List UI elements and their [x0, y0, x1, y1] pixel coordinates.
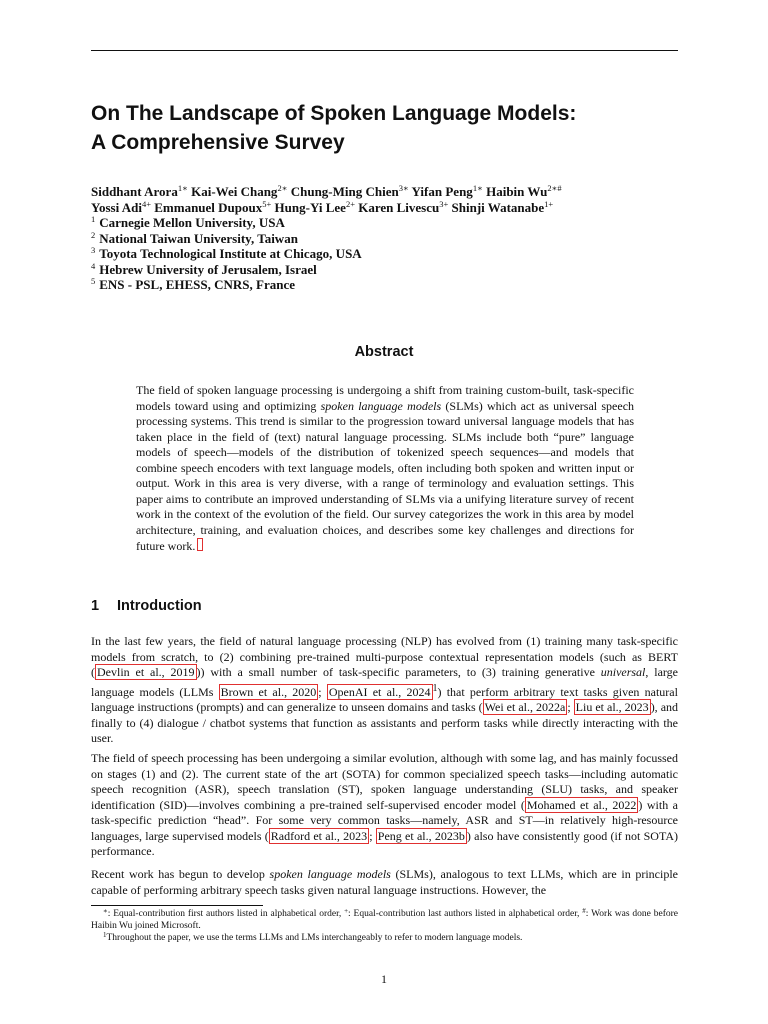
citation-link[interactable]: Liu et al., 2023	[575, 700, 649, 714]
title-line: On The Landscape of Spoken Language Models:	[91, 102, 577, 125]
citation-link[interactable]: Brown et al., 2020	[220, 684, 317, 699]
page-number: 1	[381, 972, 387, 986]
emphasis-text: spoken language models	[269, 867, 391, 881]
section-number: 1	[91, 598, 100, 614]
text-run: ;	[567, 700, 574, 714]
superscript-mark: ∗	[103, 907, 108, 915]
footnote	[91, 908, 678, 932]
author	[486, 184, 562, 199]
author-affiliation-mark: 1∗	[177, 183, 188, 193]
author-name: Emmanuel Dupoux	[154, 199, 263, 215]
author-affiliation-mark: 3+	[439, 198, 449, 209]
text-run: ) also have consistently good (if not SOTA) performance.	[91, 828, 678, 858]
superscript-mark: #	[582, 907, 586, 915]
section-title: Introduction	[117, 598, 202, 614]
title-line: A Comprehensive Survey	[91, 131, 345, 154]
citation-link[interactable]: Devlin et al., 2019	[97, 665, 195, 679]
section-heading-introduction	[91, 598, 202, 614]
affiliation	[91, 277, 691, 293]
text-run: (SLMs) which act as universal speech processing systems. This trend is similar to the progression toward universal language models that has taken place in the field of (text) natural language processing. SLMs include both “pure” language models of speech—models of the distribution of tokenized speech sequences—and models that combine speech encoders with text language models, often including both spoken and written input or output. Work in this area is very diverse, with a range of terminology and evaluation settings. This paper aims to contribute an improved understanding of SLMs via a unifying literature survey of recent work in the context of the evolution of the field. Our survey categorizes the work in this area by model architecture, training, and evaluation choices, and describes some key challenges and directions for future work.	[136, 398, 635, 553]
author-block	[91, 184, 691, 293]
author-name: Yifan Peng	[411, 184, 473, 199]
footnote-marker-link[interactable]	[197, 538, 203, 551]
abstract-body	[136, 383, 634, 555]
author	[358, 200, 448, 215]
author	[452, 200, 554, 215]
text-run: : Equal-contribution last authors listed in alphabetical order,	[348, 909, 583, 919]
text-run: In the last few years, the field of natural language processing (NLP) has evolved from (1) training many task-specific models from scratch, to (2) combining pre-trained multi-purpose contextual representation models (such as BERT (	[91, 634, 678, 679]
emphasis-text: spoken language models	[320, 398, 442, 413]
author-name: Haibin Wu	[486, 184, 548, 199]
footnotes	[91, 908, 678, 944]
citation-link[interactable]: Mohamed et al., 2022	[526, 797, 637, 812]
author-affiliation-mark: 3∗	[398, 183, 409, 193]
author-affiliation-mark: 2∗	[277, 183, 288, 193]
top-rule	[91, 50, 678, 51]
emphasis-text: universal	[600, 665, 646, 679]
affiliation-list	[91, 215, 691, 293]
affiliation	[91, 215, 691, 231]
author-affiliation-mark: 2+	[345, 198, 355, 209]
affiliation-number: 4	[91, 260, 96, 271]
author	[412, 184, 483, 199]
text-run: Throughout the paper, we use the terms LLMs and LMs interchangeably to refer to modern language models.	[106, 933, 523, 943]
citation-link[interactable]: OpenAI et al., 2024	[328, 684, 431, 699]
citation-link[interactable]: Peng et al., 2023b	[377, 828, 465, 843]
text-run: ;	[318, 684, 327, 699]
author-row	[91, 200, 691, 216]
author	[291, 184, 409, 199]
affiliation-name: Hebrew University of Jerusalem, Israel	[99, 261, 317, 277]
text-run: ;	[369, 828, 376, 843]
affiliation-name: Toyota Technological Institute at Chicago, USA	[99, 246, 362, 261]
author	[191, 184, 287, 199]
author-row	[91, 184, 691, 200]
author-name: Chung-Ming Chien	[290, 184, 399, 199]
superscript-mark: 1	[103, 931, 107, 939]
abstract-heading: Abstract	[354, 344, 414, 360]
author-affiliation-mark: 1∗	[472, 183, 483, 193]
text-run: (SLMs), analogous to text LLMs, which are in principle capable of performing arbitrary speech tasks given natural language instructions. However, the	[91, 867, 679, 897]
author-affiliation-mark: 2∗#	[547, 183, 562, 193]
text-run: The field of spoken language processing is undergoing a shift from training custom-built, task-specific models toward using and optimizing	[136, 383, 634, 413]
author-name: Siddhant Arora	[91, 184, 178, 199]
author-name: Kai-Wei Chang	[191, 184, 278, 199]
author-name: Yossi Adi	[91, 199, 142, 215]
citation-link[interactable]: Radford et al., 2023	[270, 828, 368, 843]
text-run: ) with a task-specific prediction “head”. For some very common tasks—namely, ASR and ST—in relatively high-resource languages, large supervised models (	[91, 797, 679, 843]
author-name: Shinji Watanabe	[451, 199, 545, 215]
text-run: )) with a small number of task-specific parameters, to (3) training generative	[196, 665, 601, 679]
paper-title	[91, 99, 691, 157]
intro-paragraph	[91, 634, 678, 747]
affiliation	[91, 231, 691, 247]
author	[91, 184, 188, 199]
affiliation-name: Carnegie Mellon University, USA	[99, 215, 285, 230]
citation-link[interactable]: Wei et al., 2022a	[484, 700, 566, 714]
author-affiliation-mark: 1+	[544, 198, 554, 209]
affiliation-number: 1	[91, 214, 96, 224]
affiliation-number: 5	[91, 276, 96, 286]
affiliation-number: 2	[91, 229, 96, 240]
superscript-mark: +	[344, 907, 349, 915]
author	[275, 200, 355, 215]
text-run: Recent work has begun to develop	[91, 867, 270, 881]
footnote-rule	[91, 905, 263, 906]
text-run: , large language models (LLMs	[91, 665, 679, 699]
intro-paragraph	[91, 751, 678, 860]
text-run: : Equal-contribution first authors listed in alphabetical order,	[107, 909, 345, 919]
author-name: Hung-Yi Lee	[274, 199, 346, 215]
text-run: ), and finally to (4) dialogue / chatbot systems that function as assistants and perform tasks while directly interacting with the user.	[91, 700, 679, 745]
superscript-mark: 1	[432, 682, 438, 694]
author-affiliation-mark: 4+	[141, 198, 151, 209]
text-run: : Work was done before Haibin Wu joined Microsoft.	[91, 909, 678, 931]
footnote	[91, 932, 678, 944]
text-run: The field of speech processing has been undergoing a similar evolution, although with some lag, and has mainly focussed on stages (1) and (2). The current state of the art (SOTA) for common specialized speech tasks—including automatic speech recognition (ASR), speech translation (ST), spoken language understanding (SLU) tasks, and speaker identification (SID)—involves combining a pre-trained self-supervised encoder model (	[91, 751, 678, 812]
intro-paragraph	[91, 867, 678, 898]
author-name: Karen Livescu	[358, 199, 440, 215]
affiliation-name: National Taiwan University, Taiwan	[99, 230, 298, 246]
affiliation-number: 3	[91, 245, 96, 255]
affiliation	[91, 246, 691, 262]
author-affiliation-mark: 5+	[262, 198, 272, 209]
author	[91, 200, 151, 215]
affiliation-name: ENS - PSL, EHESS, CNRS, France	[99, 277, 295, 292]
author	[154, 200, 271, 215]
text-run: ) that perform arbitrary text tasks given natural language instructions (prompts) and can generalize to unseen domains and tasks (	[91, 684, 678, 714]
affiliation	[91, 262, 691, 278]
